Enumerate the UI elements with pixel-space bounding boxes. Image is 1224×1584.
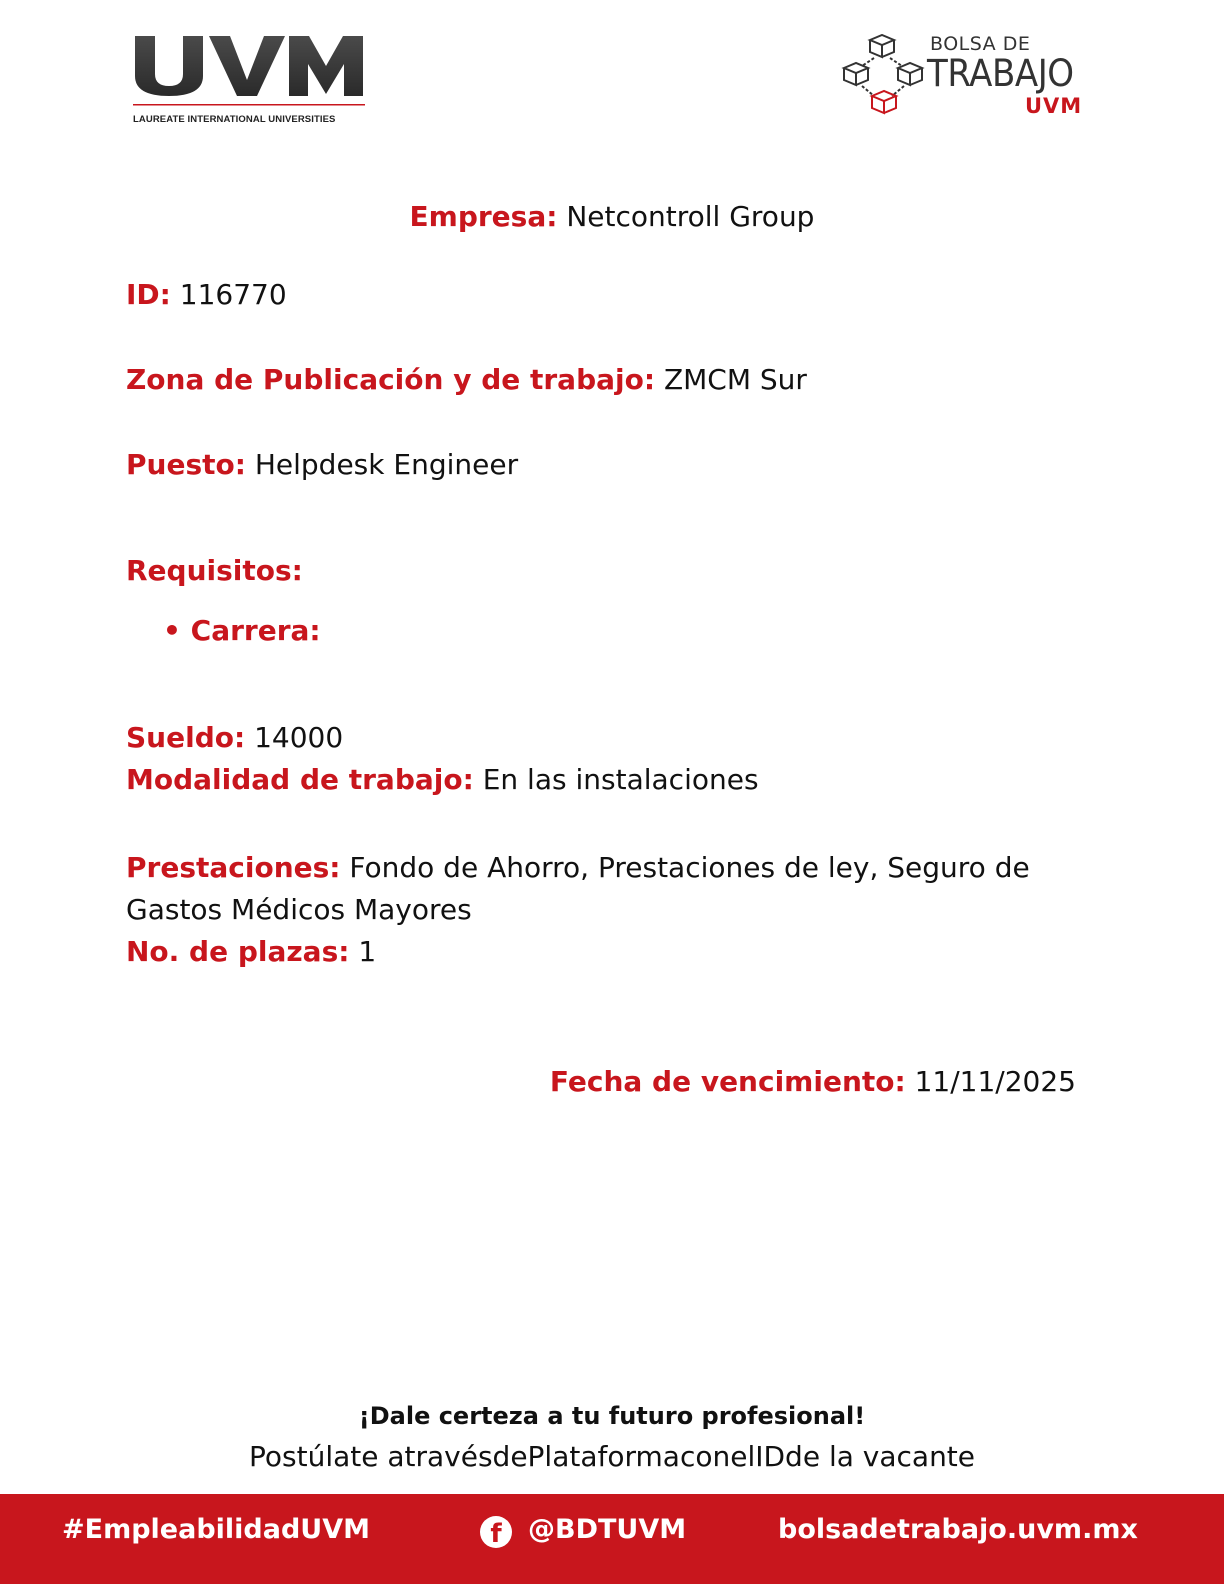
requisitos-label: Requisitos:: [126, 554, 303, 587]
footer-social-handle: @BDTUVM: [528, 1514, 687, 1545]
vencimiento-value: 11/11/2025: [914, 1065, 1076, 1098]
modalidad-field: [126, 759, 759, 801]
zona-label: Zona de Publicación y de trabajo:: [126, 363, 656, 396]
puesto-label: Puesto:: [126, 448, 246, 481]
empresa-field: [0, 196, 1224, 238]
carrera-label: Carrera:: [190, 614, 321, 647]
sueldo-label: Sueldo:: [126, 721, 246, 754]
footer-hashtag: #EmpleabilidadUVM: [62, 1514, 370, 1545]
vencimiento-label: Fecha de vencimiento:: [549, 1065, 906, 1098]
sueldo-value: 14000: [254, 721, 344, 754]
bolsa-logo-line1: BOLSA DE: [930, 33, 1031, 55]
plazas-label: No. de plazas:: [126, 935, 350, 968]
footer-website: bolsadetrabajo.uvm.mx: [778, 1514, 1138, 1545]
zona-field: [126, 359, 807, 401]
prestaciones-field: [126, 847, 1086, 931]
id-label: ID:: [126, 278, 171, 311]
prestaciones-value: Fondo de Ahorro, Prestaciones de ley, Seguro de Gastos Médicos Mayores: [126, 851, 1030, 926]
plazas-value: 1: [358, 935, 377, 968]
sueldo-field: [126, 717, 343, 759]
facebook-icon: f: [480, 1516, 512, 1548]
puesto-value: Helpdesk Engineer: [254, 448, 519, 481]
bullet-icon: •: [163, 614, 191, 647]
zona-value: ZMCM Sur: [663, 363, 807, 396]
id-field: [126, 274, 287, 316]
id-value: 116770: [179, 278, 287, 311]
carrera-item: [163, 610, 321, 652]
puesto-field: [126, 444, 518, 486]
prestaciones-label: Prestaciones:: [126, 851, 341, 884]
connected-cubes-icon: [840, 34, 926, 118]
modalidad-label: Modalidad de trabajo:: [126, 763, 474, 796]
modalidad-value: En las instalaciones: [482, 763, 759, 796]
cta-subtitle: Postúlate atravésdePlataformaconelIDde la vacante: [248, 1440, 976, 1473]
bolsa-logo-line2: TRABAJO: [927, 52, 1074, 95]
requisitos-heading: [126, 550, 303, 592]
empresa-label: Empresa:: [409, 200, 558, 233]
cta-title: ¡Dale certeza a tu futuro profesional!: [358, 1402, 866, 1430]
footer-bar: [0, 1494, 1224, 1584]
vencimiento-field: [550, 1061, 1076, 1103]
plazas-field: [126, 931, 376, 973]
uvm-tagline: LAUREATE INTERNATIONAL UNIVERSITIES: [133, 114, 336, 125]
bolsa-logo-line3: UVM: [1025, 94, 1083, 118]
empresa-value: Netcontroll Group: [566, 200, 815, 233]
